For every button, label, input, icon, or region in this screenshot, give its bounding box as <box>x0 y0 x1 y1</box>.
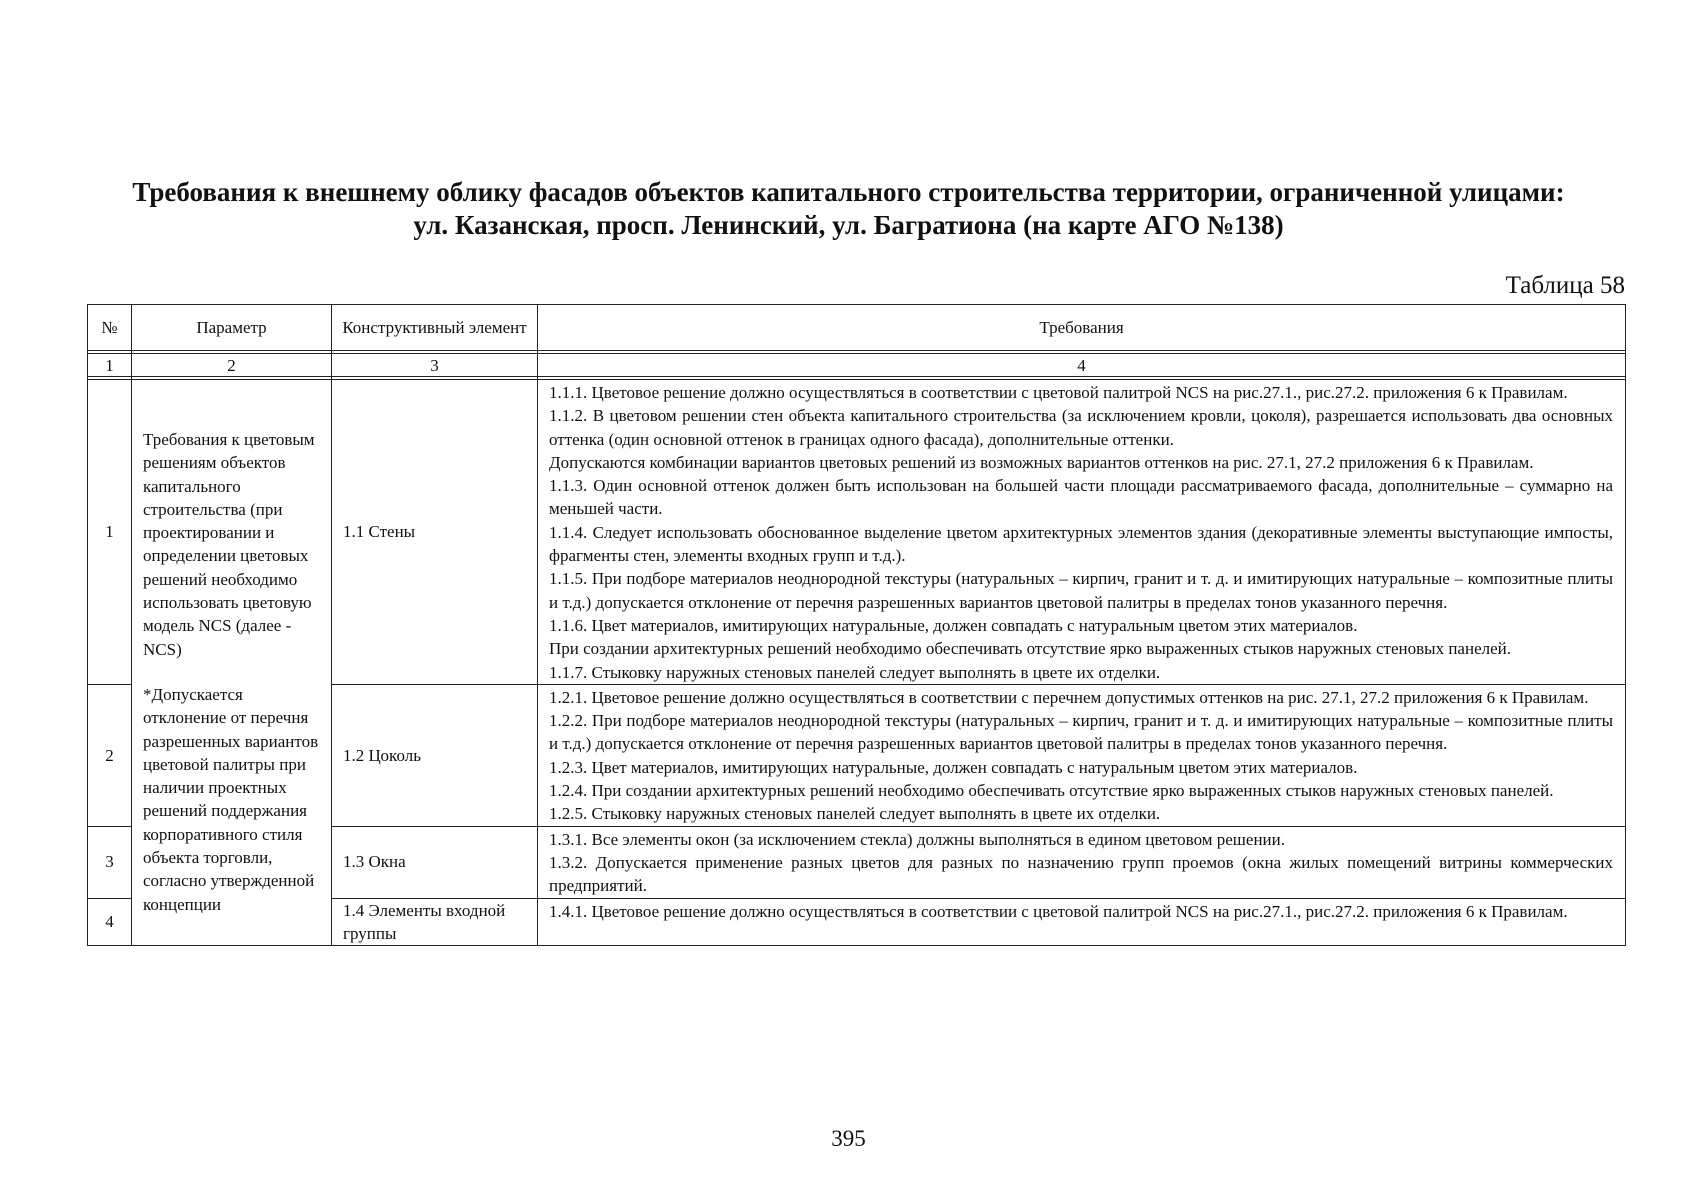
requirement-item: 1.1.2. В цветовом решении стен объекта капитального строительства (за исключением кровли, цоколя), разрешается использовать два основных оттенка (один основной оттенок в границах одного фасада), дополнительные оттенки. <box>549 406 1613 449</box>
header-parameter: Параметр <box>132 305 332 351</box>
element-cell: 1.1 Стены <box>332 380 538 685</box>
parameter-text: Требования к цветовым решениям объектов капитального строительства (при проектировании и определении цветовых решений необходимо использовать цветовую модель NCS (далее - NCS) <box>143 430 315 659</box>
requirement-item: 1.1.5. При подборе материалов неоднородной текстуры (натуральных – кирпич, гранит и т. д. и имитирующих натуральные – композитные плиты и т.д.) допускается отклонение от перечня разрешенных вариантов цветовой палитры в пределах тонов указанного перечня. <box>549 569 1613 612</box>
row-number: 2 <box>88 684 132 826</box>
element-cell: 1.3 Окна <box>332 826 538 898</box>
row-number: 1 <box>88 380 132 685</box>
requirement-item: 1.2.4. При создании архитектурных решений необходимо обеспечивать отсутствие ярко выраженных стыков наружных стеновых панелей. <box>549 781 1554 801</box>
requirements-cell <box>538 898 1626 946</box>
row-number: 3 <box>88 826 132 898</box>
requirement-item: 1.2.2. При подборе материалов неоднородной текстуры (натуральных – кирпич, гранит и т. д. и имитирующих натуральные – композитные плиты и т.д.) допускается отклонение от перечня разрешенных вариантов цветовой палитры в пределах тонов указанного перечня. <box>549 711 1613 754</box>
requirement-item: 1.2.5. Стыковку наружных стеновых панелей следует выполнять в цвете их отделки. <box>549 804 1161 824</box>
requirement-item: 1.1.6. Цвет материалов, имитирующих натуральные, должен совпадать с натуральным цветом этих материалов. <box>549 615 1358 635</box>
requirement-item: 1.3.1. Все элементы окон (за исключением стекла) должны выполняться в едином цветовом решении. <box>549 829 1285 849</box>
requirement-item: 1.1.1. Цветовое решение должно осуществляться в соответствии с цветовой палитрой NCS на рис.27.1., рис.27.2. приложения 6 к Правилам. <box>549 383 1568 402</box>
requirement-item: 1.2.3. Цвет материалов, имитирующих натуральные, должен совпадать с натуральным цветом этих материалов. <box>549 757 1358 777</box>
parameter-note: *Допускается отклонение от перечня разрешенных вариантов цветовой палитры при наличии проектных решений поддержания корпоративного стиля объекта торговли, согласно утвержденной концепции <box>143 684 319 914</box>
requirement-item: 1.3.2. Допускается применение разных цветов для разных по назначению групп проемов (окна жилых помещений витрины коммерческих предприятий. <box>549 852 1613 896</box>
column-number: 3 <box>332 354 538 377</box>
element-cell: 1.2 Цоколь <box>332 684 538 826</box>
requirement-item: 1.4.1. Цветовое решение должно осуществляться в соответствии с цветовой палитрой NCS на рис.27.1., рис.27.2. приложения 6 к Правилам. <box>549 901 1568 921</box>
requirement-item: При создании архитектурных решений необходимо обеспечивать отсутствие ярко выраженных стыков наружных стеновых панелей. <box>549 639 1511 659</box>
requirements-cell <box>538 826 1626 898</box>
column-number: 4 <box>538 354 1626 377</box>
title-line-1: Требования к внешнему облику фасадов объектов капитального строительства территории, ограниченной улицами: <box>132 177 1565 207</box>
parameter-cell <box>132 380 332 946</box>
page-number: 395 <box>831 1126 866 1151</box>
header-number: № <box>88 305 132 351</box>
table-header-row <box>88 305 1626 351</box>
column-number-row <box>88 354 1626 377</box>
column-number: 2 <box>132 354 332 377</box>
title-line-2: ул. Казанская, просп. Ленинский, ул. Багратиона (на карте АГО №138) <box>413 210 1284 240</box>
requirements-table <box>87 304 1626 946</box>
requirement-item: Допускаются комбинации вариантов цветовых решений из возможных вариантов оттенков на рис. 27.1, 27.2 приложения 6 к Правилам. <box>549 452 1534 472</box>
table-caption: Таблица 58 <box>1505 272 1625 299</box>
requirement-item: 1.1.4. Следует использовать обоснованное выделение цветом архитектурных элементов здания (декоративные элементы выступающие импосты, фрагменты стен, элементы входных групп и т.д.). <box>549 522 1613 566</box>
requirements-cell <box>538 380 1626 685</box>
row-number: 4 <box>88 898 132 946</box>
requirement-item: 1.1.3. Один основной оттенок должен быть использован на большей части площади рассматриваемого фасада, дополнительные – суммарно на меньшей части. <box>549 476 1613 519</box>
header-requirements: Требования <box>538 305 1626 351</box>
requirements-cell <box>538 684 1626 826</box>
table-row <box>88 380 1626 685</box>
requirement-item: 1.2.1. Цветовое решение должно осуществляться в соответствии с перечнем допустимых оттенков на рис. 27.1, 27.2 приложения 6 к Правилам. <box>549 687 1589 707</box>
column-number: 1 <box>88 354 132 377</box>
element-cell: 1.4 Элементы входной группы <box>332 898 538 946</box>
requirement-item: 1.1.7. Стыковку наружных стеновых панелей следует выполнять в цвете их отделки. <box>549 662 1161 682</box>
document-title <box>60 176 1637 242</box>
header-element: Конструктивный элемент <box>332 305 538 351</box>
